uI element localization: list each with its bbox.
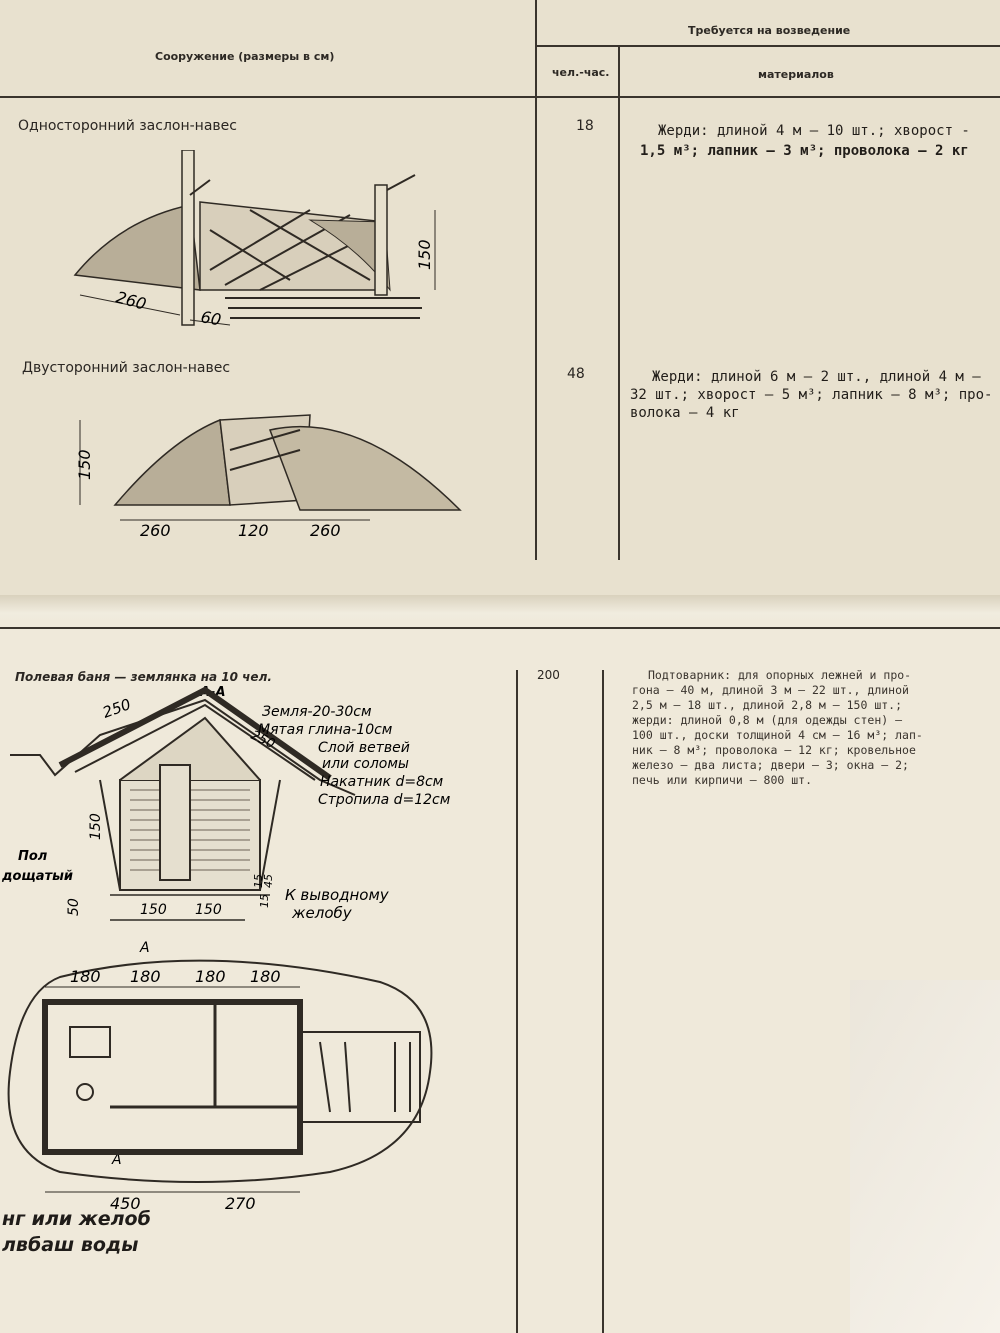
header-materials: материалов bbox=[758, 68, 834, 81]
annotation-branches: Слой ветвей bbox=[318, 740, 410, 756]
row3-materials-line7: железо — два листа; двери — 3; окна — 2; bbox=[632, 758, 909, 772]
section-dim-roof-right: 250 bbox=[248, 728, 278, 753]
row2-dim-middle: 120 bbox=[238, 521, 269, 540]
plan-dim-5: 450 bbox=[110, 1194, 141, 1213]
plan-mark-top: А bbox=[140, 940, 150, 956]
annotation-logs: Накатник d=8см bbox=[320, 774, 444, 790]
plan-dim-4: 180 bbox=[250, 967, 281, 986]
bath-section-drawing bbox=[0, 680, 500, 950]
plan-dim-3: 180 bbox=[195, 967, 226, 986]
floor-label-1: Пол bbox=[18, 849, 48, 864]
plan-dim-2: 180 bbox=[130, 967, 161, 986]
row1-dim-length: 260 bbox=[113, 287, 149, 314]
section-label: А-А bbox=[200, 685, 226, 700]
row3-materials-line5: 100 шт., доски толщиной 4 см — 16 м³; лап- bbox=[632, 728, 923, 742]
row2-dim-left: 260 bbox=[140, 521, 171, 540]
row3-materials-line3: 2,5 м — 18 шт., длиной 2,8 м — 150 шт.; bbox=[632, 698, 903, 712]
section-dim-small-3: 15 bbox=[258, 894, 271, 908]
row2-dim-right: 260 bbox=[310, 521, 341, 540]
bottom-note-2: лвбаш воды bbox=[2, 1234, 139, 1256]
row1-man-hours: 18 bbox=[576, 118, 594, 134]
section-dim-small-2: 45 bbox=[262, 874, 275, 888]
header-man-hours: чел.-час. bbox=[552, 66, 610, 79]
annotation-drain-2: желобу bbox=[292, 904, 352, 922]
row2-materials-line2: 32 шт.; хворост — 5 м³; лапник — 8 м³; про- bbox=[630, 387, 993, 403]
annotation-clay: Мятая глина-10см bbox=[258, 722, 393, 738]
row2-dim-height: 150 bbox=[75, 449, 94, 480]
row3-materials-line4: жерди: длиной 0,8 м (для одежды стен) — bbox=[632, 713, 903, 727]
section-dim-roof-left: 250 bbox=[100, 695, 134, 722]
row3-title: Полевая баня — землянка на 10 чел. bbox=[15, 670, 272, 684]
row3-materials-line8: печь или кирпичи — 800 шт. bbox=[632, 773, 813, 787]
bottom-note-1: нг или желоб bbox=[2, 1208, 151, 1230]
section-dim-wall: 150 bbox=[88, 813, 104, 840]
floor-label-2: дощатый bbox=[2, 869, 73, 884]
row3-materials-line1: Подтоварник: для опорных лежней и про- bbox=[648, 668, 912, 682]
row1-materials-line1: Жерди: длиной 4 м — 10 шт.; хворост - bbox=[658, 123, 970, 139]
annotation-drain-1: К выводному bbox=[285, 886, 389, 904]
header-structure: Сооружение (размеры в см) bbox=[155, 50, 335, 63]
one-sided-shelter-drawing bbox=[60, 150, 460, 340]
row3-materials-line6: ник — 8 м³; проволока — 12 кг; кровельное bbox=[632, 743, 916, 757]
section-dim-floor: 50 bbox=[66, 898, 82, 916]
two-sided-shelter-drawing bbox=[70, 400, 470, 550]
annotation-earth: Земля-20-30см bbox=[262, 704, 372, 720]
row2-man-hours: 48 bbox=[567, 366, 585, 382]
row1-dim-height: 150 bbox=[415, 239, 434, 270]
section-dim-left-half: 150 bbox=[140, 902, 167, 918]
row2-materials-line3: волока — 4 кг bbox=[630, 405, 740, 421]
row1-title: Односторонний заслон-навес bbox=[18, 118, 237, 134]
page-fold bbox=[850, 980, 1000, 1333]
row1-dim-width: 60 bbox=[199, 307, 223, 330]
annotation-straw: или соломы bbox=[322, 756, 409, 772]
row2-materials-line1: Жерди: длиной 6 м — 2 шт., длиной 4 м — bbox=[652, 369, 981, 385]
plan-mark-bottom: А bbox=[112, 1152, 122, 1168]
row1-materials-line2: 1,5 м³; лапник — 3 м³; проволока — 2 кг bbox=[640, 143, 969, 159]
annotation-rafters: Стропила d=12см bbox=[318, 792, 451, 808]
plan-dim-1: 180 bbox=[70, 967, 101, 986]
row2-title: Двусторонний заслон-навес bbox=[22, 360, 231, 376]
row3-man-hours: 200 bbox=[537, 668, 560, 682]
upper-page bbox=[0, 0, 1000, 612]
plan-dim-6: 270 bbox=[225, 1194, 256, 1213]
row3-materials-line2: гона — 40 м, длиной 3 м — 22 шт., длиной bbox=[632, 683, 909, 697]
header-required: Требуется на возведение bbox=[688, 24, 851, 37]
section-dim-right-half: 150 bbox=[195, 902, 222, 918]
section-dim-small-1: 15 bbox=[252, 874, 265, 888]
